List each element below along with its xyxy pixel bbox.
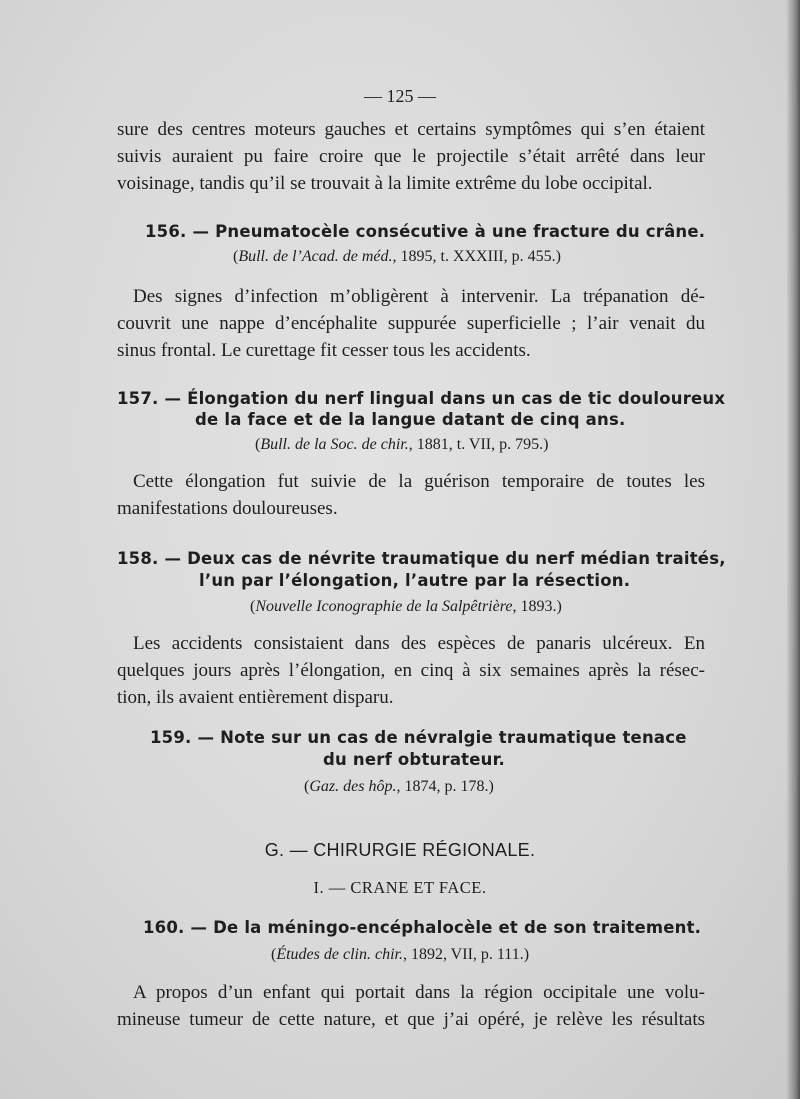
body-line: Cette élongation fut suivie de la guérison temporaire de toutes les	[133, 471, 705, 492]
section-title: G. — CHIRURGIE RÉGIONALE.	[264, 840, 536, 860]
entry-reference-159: (Gaz. des hôp., 1874, p. 178.)	[304, 778, 494, 795]
body-line: Des signes d’infection m’obligèrent à intervenir. La trépanation dé-	[133, 286, 705, 307]
entry-title-157: 157. — Élongation du nerf lingual dans un cas de tic douloureux	[117, 389, 726, 408]
entry-title-158-cont: l’un par l’élongation, l’autre par la résection.	[199, 571, 631, 590]
body-line: mineuse tumeur de cette nature, et que j’ai opéré, je relève les résultats	[117, 1009, 705, 1030]
subsection-title: I. — CRANE ET FACE.	[313, 878, 487, 897]
body-line: manifestations douloureuses.	[117, 498, 338, 519]
body-line: A propos d’un enfant qui portait dans la région occipitale une volu-	[133, 982, 705, 1003]
entry-title-157-cont: de la face et de la langue datant de cinq ans.	[195, 410, 626, 429]
entry-reference-160: (Études de clin. chir., 1892, VII, p. 111.)	[271, 946, 530, 963]
body-line: voisinage, tandis qu’il se trouvait à la limite extrême du lobe occipital.	[117, 173, 653, 194]
page-edge-shadow	[786, 0, 800, 1099]
body-line: Les accidents consistaient dans des espèces de panaris ulcéreux. En	[133, 633, 705, 654]
body-line: quelques jours après l’élongation, en cinq à six semaines après la résec-	[117, 660, 705, 681]
page-number: — 125 —	[364, 86, 436, 106]
entry-title-156: 156. — Pneumatocèle consécutive à une fracture du crâne.	[145, 222, 706, 241]
entry-reference-156: (Bull. de l’Acad. de méd., 1895, t. XXXIII, p. 455.)	[233, 248, 561, 265]
entry-title-159-cont: du nerf obturateur.	[323, 750, 506, 769]
body-line: tion, ils avaient entièrement disparu.	[117, 687, 394, 708]
body-line: couvrit une nappe d’encéphalite suppurée superficielle ; l’air venait du	[117, 313, 705, 334]
body-line: suivis auraient pu faire croire que le projectile s’était arrêté dans leur	[117, 146, 705, 167]
body-line: sinus frontal. Le curettage fit cesser tous les accidents.	[117, 340, 531, 361]
entry-reference-158: (Nouvelle Iconographie de la Salpêtrière, 1893.)	[250, 598, 562, 615]
entry-title-160: 160. — De la méningo-encéphalocèle et de son traitement.	[143, 918, 702, 937]
body-line: sure des centres moteurs gauches et certains symptômes qui s’en étaient	[117, 119, 705, 140]
entry-title-158: 158. — Deux cas de névrite traumatique du nerf médian traités,	[117, 549, 726, 568]
entry-title-159: 159. — Note sur un cas de névralgie traumatique tenace	[150, 728, 687, 747]
entry-reference-157: (Bull. de la Soc. de chir., 1881, t. VII, p. 795.)	[255, 436, 549, 453]
